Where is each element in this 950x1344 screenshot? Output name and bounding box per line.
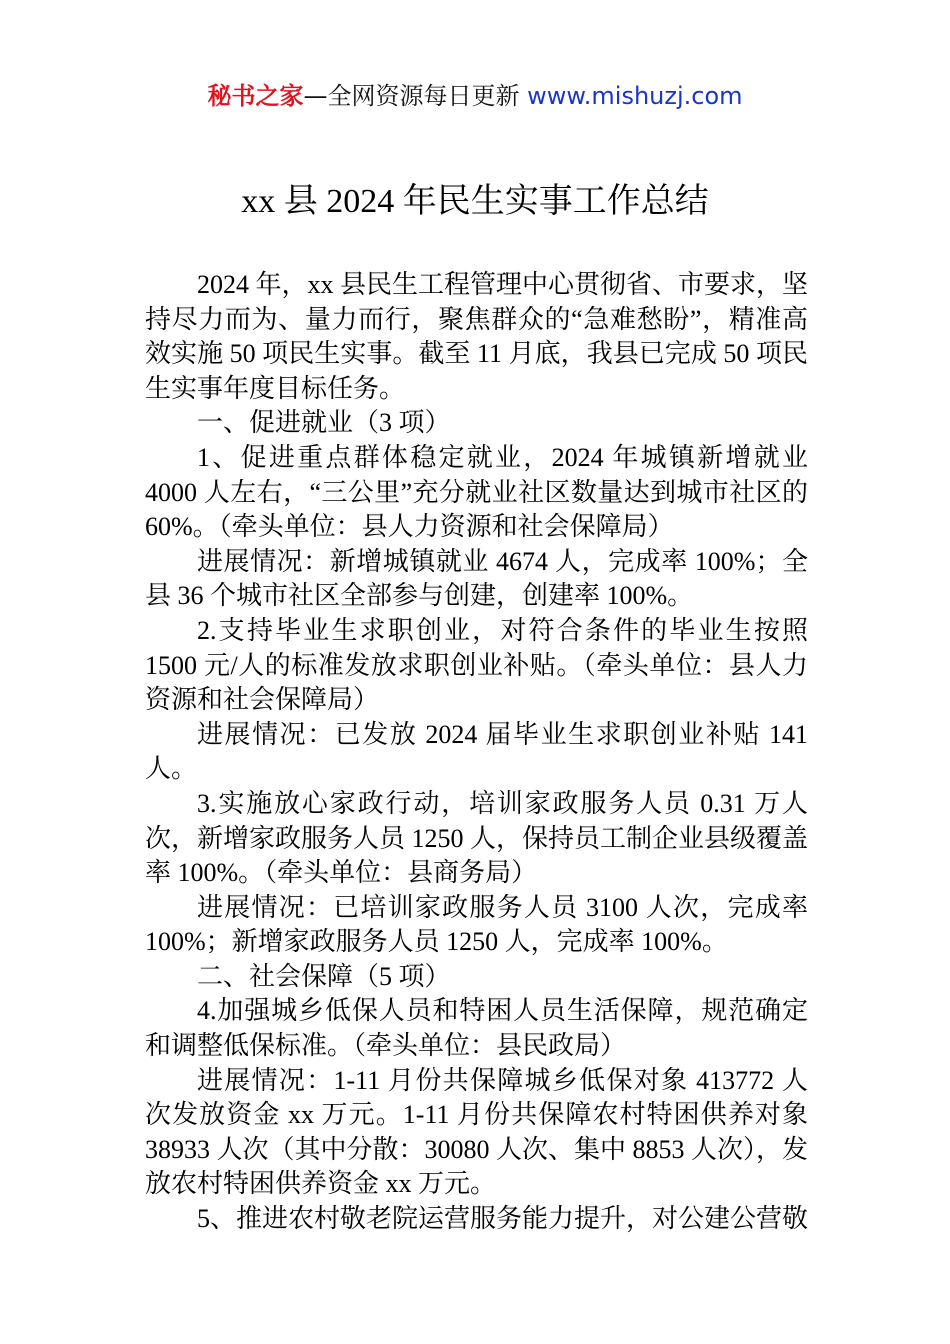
brand-name: 秘书之家 [207,82,304,110]
section-heading-social-security: 二、社会保障（5 项） [197,961,451,991]
item-4-progress: 进展情况：1-11 月份共保障城乡低保对象 413772 人次发放资金 xx 万元。1-11 月份共保障农村特困供养对象 38933 人次（其中分散：30080 人次、集中 8853 人次），发放农村特困供养资金 xx 万元。 [145,1065,809,1199]
item-1-progress: 进展情况：新增城镇就业 4674 人，完成率 100%；全县 36 个城市社区全部参与创建，创建率 100%。 [145,546,808,611]
item-5: 5、推进农村敬老院运营服务能力提升，对公建公营敬 [197,1204,809,1234]
site-header [0,80,950,112]
site-url-link[interactable]: www.mishuzj.com [527,82,743,110]
document-body [145,268,808,1237]
item-2-progress: 进展情况：已发放 2024 届毕业生求职创业补贴 141 人。 [145,719,808,784]
item-1: 1、促进重点群体稳定就业，2024 年城镇新增就业 4000 人左右，“三公里”充分就业社区数量达到城市社区的 60%。（牵头单位：县人力资源和社会保障局） [145,442,808,542]
item-3-progress: 进展情况：已培训家政服务人员 3100 人次，完成率 100%；新增家政服务人员 1250 人，完成率 100%。 [145,892,808,957]
item-3: 3.实施放心家政行动，培训家政服务人员 0.31 万人次，新增家政服务人员 1250 人，保持员工制企业县级覆盖率 100%。（牵头单位：县商务局） [145,788,809,888]
header-tagline: —全网资源每日更新 [303,82,528,110]
document-title: xx 县 2024 年民生实事工作总结 [241,183,709,220]
paragraph-intro: 2024 年，xx 县民生工程管理中心贯彻省、市要求，坚持尽力而为、量力而行，聚焦群众的“急难愁盼”，精准高效实施 50 项民生实事。截至 11 月底，我县已完成 50 项民生实事年度目标任务。 [145,270,809,403]
item-4: 4.加强城乡低保人员和特困人员生活保障，规范确定和调整低保标准。（牵头单位：县民政局） [145,996,808,1061]
item-2: 2.支持毕业生求职创业，对符合条件的毕业生按照 1500 元/人的标准发放求职创业补贴。（牵头单位：县人力资源和社会保障局） [145,615,808,715]
section-heading-employment: 一、促进就业（3 项） [197,408,451,438]
